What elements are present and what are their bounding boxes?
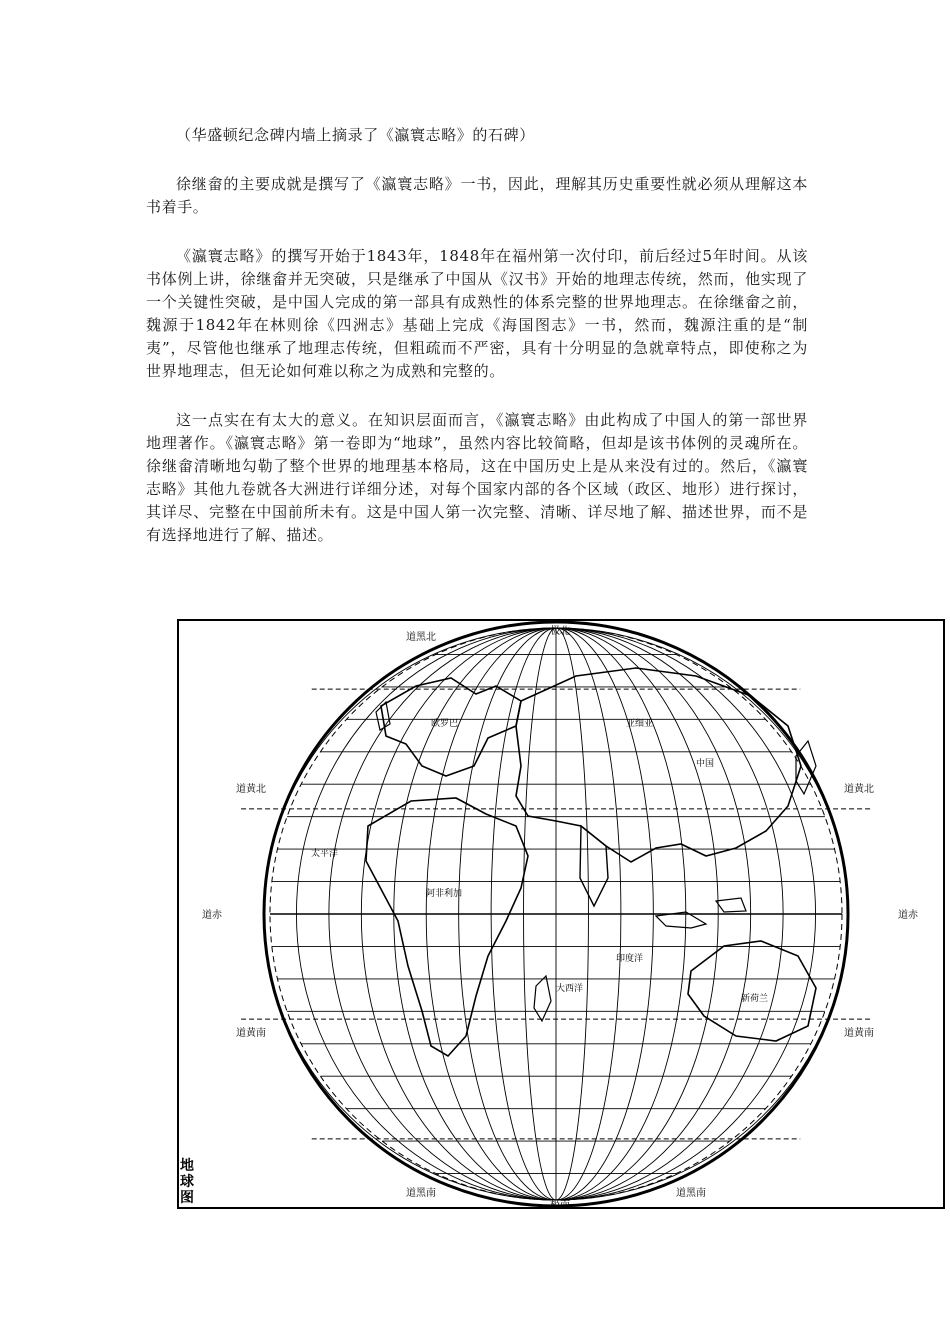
indian-label: 印度洋 <box>616 954 644 964</box>
equator-label-left: 道赤 <box>202 910 222 921</box>
article-text <box>146 124 808 573</box>
south-pole-label: 极南 <box>550 1200 570 1211</box>
australia-label: 新荷兰 <box>741 994 769 1004</box>
paragraph-3: 这一点实在有太大的意义。在知识层面而言，《瀛寰志略》由此构成了中国人的第一部世界地理著作。《瀛寰志略》第一卷即为“地球”，虽然内容比较简略，但却是该书体例的灵魂所在。徐继畲清晰地勾勒了整个世界的地理基本格局，这在中国历史上是从来没有过的。然后，《瀛寰志略》其他九卷就各大洲进行详细分述，对每个国家内部的各个区域（政区、地形）进行探讨，其详尽、完整在中国前所未有。这是中国人第一次完整、清晰、详尽地了解、描述世界，而不是有选择地进行了解、描述。 <box>146 411 808 544</box>
map-side-title: 地 球 图 <box>180 1158 194 1206</box>
pacific-label: 太平洋 <box>311 849 339 859</box>
hemisphere-map <box>176 616 946 1212</box>
arctic-label-left: 道黑北 <box>406 632 436 643</box>
asia-label: 亚细亚 <box>626 719 654 729</box>
africa-label: 阿非利加 <box>426 889 463 899</box>
china-label: 中国 <box>696 759 715 769</box>
tropic-north-label-left: 道黄北 <box>236 784 266 795</box>
paragraph-2: 《瀛寰志略》的撰写开始于1843年，1848年在福州第一次付印，前后经过5年时间。从该书体例上讲，徐继畲并无突破，只是继承了中国从《汉书》开始的地理志传统，然而，他实现了一个关键性突破，是中国人完成的第一部具有成熟性的体系完整的世界地理志。在徐继畲之前，魏源于1842年在林则徐《四洲志》基础上完成《海国图志》一书，然而，魏源注重的是“制夷”，尽管他也继承了地理志传统，但粗疏而不严密，具有十分明显的急就章特点，即使称之为世界地理志，但无论如何难以称之为成熟和完整的。 <box>146 247 808 380</box>
equator-label-right: 道赤 <box>898 910 918 921</box>
antarctic-label-right: 道黑南 <box>676 1188 706 1199</box>
tropic-north-label-right: 道黄北 <box>844 784 874 795</box>
antarctic-label-left: 道黑南 <box>406 1188 436 1199</box>
atlantic-label: 大西洋 <box>556 984 584 994</box>
north-pole-label: 极北 <box>550 626 570 637</box>
tropic-south-label-right: 道黄南 <box>844 1028 874 1039</box>
europe-label: 欧罗巴 <box>431 719 459 729</box>
world-map-figure <box>176 616 946 1212</box>
paragraph-1: 徐继畲的主要成就是撰写了《瀛寰志略》一书，因此，理解其历史重要性就必须从理解这本书着手。 <box>146 175 808 216</box>
tropic-south-label-left: 道黄南 <box>236 1028 266 1039</box>
image-caption: （华盛顿纪念碑内墙上摘录了《瀛寰志略》的石碑） <box>176 126 535 144</box>
